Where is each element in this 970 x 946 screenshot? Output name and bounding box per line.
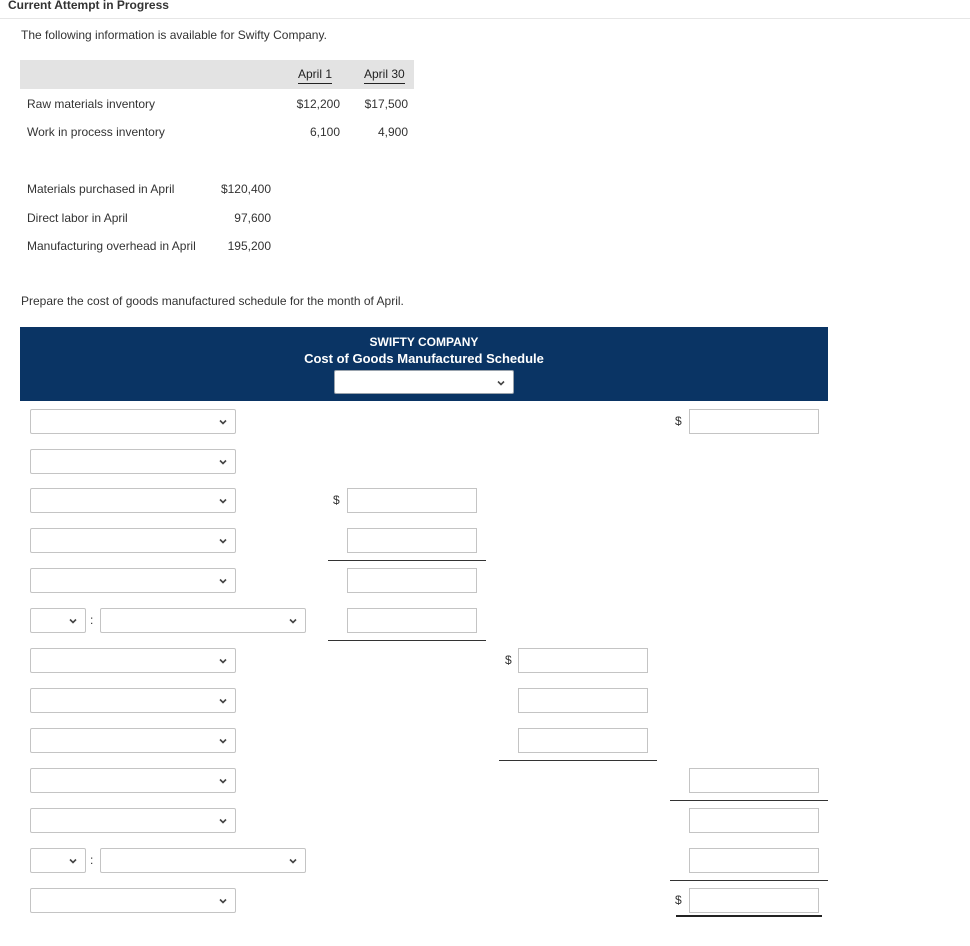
chevron-down-icon bbox=[217, 495, 229, 507]
row-select-10[interactable] bbox=[30, 768, 236, 793]
row-select-9[interactable] bbox=[30, 728, 236, 753]
total-double-rule bbox=[676, 915, 822, 917]
cost-value-overhead: 195,200 bbox=[227, 239, 271, 253]
chevron-down-icon bbox=[217, 735, 229, 747]
period-select[interactable] bbox=[334, 370, 514, 394]
subtotal-rule bbox=[670, 880, 828, 881]
raw-materials-april30: $17,500 bbox=[364, 97, 408, 111]
subtotal-rule bbox=[499, 760, 657, 761]
row-select-6-qualifier[interactable] bbox=[30, 608, 86, 633]
raw-materials-april1: $12,200 bbox=[296, 97, 340, 111]
row-select-13[interactable] bbox=[30, 888, 236, 913]
amount-input-6[interactable] bbox=[518, 688, 648, 713]
colon-separator: : bbox=[90, 613, 94, 627]
row-select-7[interactable] bbox=[30, 648, 236, 673]
cost-label-overhead: Manufacturing overhead in April bbox=[27, 239, 196, 253]
chevron-down-icon bbox=[67, 615, 79, 627]
column-header-april30: April 30 bbox=[364, 67, 405, 84]
attempt-title: Current Attempt in Progress bbox=[8, 0, 169, 12]
chevron-down-icon bbox=[217, 895, 229, 907]
row-select-12[interactable] bbox=[100, 848, 306, 873]
chevron-down-icon bbox=[217, 416, 229, 428]
cost-label-materials: Materials purchased in April bbox=[27, 182, 175, 196]
chevron-down-icon bbox=[67, 855, 79, 867]
row-select-8[interactable] bbox=[30, 688, 236, 713]
row-select-3[interactable] bbox=[30, 488, 236, 513]
dollar-sign: $ bbox=[675, 893, 682, 907]
dollar-sign: $ bbox=[333, 493, 340, 507]
chevron-down-icon bbox=[495, 377, 507, 389]
schedule-title: Cost of Goods Manufactured Schedule bbox=[304, 351, 544, 366]
inventory-table-header bbox=[20, 60, 414, 89]
cost-value-materials: $120,400 bbox=[220, 182, 271, 196]
cost-label-direct-labor: Direct labor in April bbox=[27, 211, 128, 225]
amount-input-2[interactable] bbox=[347, 528, 477, 553]
chevron-down-icon bbox=[287, 855, 299, 867]
amount-input-11[interactable] bbox=[689, 848, 819, 873]
dollar-sign: $ bbox=[675, 414, 682, 428]
amount-input-4[interactable] bbox=[347, 608, 477, 633]
chevron-down-icon bbox=[217, 535, 229, 547]
company-name: SWIFTY COMPANY bbox=[369, 335, 479, 349]
amount-input-3[interactable] bbox=[347, 568, 477, 593]
row-select-2[interactable] bbox=[30, 449, 236, 474]
intro-text: The following information is available for Swifty Company. bbox=[21, 28, 327, 42]
cost-value-direct-labor: 97,600 bbox=[234, 211, 271, 225]
prompt-text: Prepare the cost of goods manufactured schedule for the month of April. bbox=[21, 294, 404, 308]
amount-input-1[interactable] bbox=[347, 488, 477, 513]
chevron-down-icon bbox=[217, 575, 229, 587]
chevron-down-icon bbox=[217, 655, 229, 667]
chevron-down-icon bbox=[287, 615, 299, 627]
amount-input-5[interactable] bbox=[518, 648, 648, 673]
amount-input-total[interactable] bbox=[689, 888, 819, 913]
row-label-work-in-process: Work in process inventory bbox=[27, 125, 165, 139]
row-select-12-qualifier[interactable] bbox=[30, 848, 86, 873]
subtotal-rule bbox=[670, 800, 828, 801]
work-in-process-april30: 4,900 bbox=[377, 125, 408, 139]
amount-input-9[interactable] bbox=[689, 768, 819, 793]
column-header-april1: April 1 bbox=[298, 67, 332, 84]
colon-separator: : bbox=[90, 853, 94, 867]
chevron-down-icon bbox=[217, 815, 229, 827]
subtotal-rule bbox=[328, 560, 486, 561]
work-in-process-april1: 6,100 bbox=[309, 125, 340, 139]
amount-input-7[interactable] bbox=[518, 728, 648, 753]
dollar-sign: $ bbox=[505, 653, 512, 667]
amount-input-10[interactable] bbox=[689, 808, 819, 833]
row-select-11[interactable] bbox=[30, 808, 236, 833]
row-select-5[interactable] bbox=[30, 568, 236, 593]
chevron-down-icon bbox=[217, 775, 229, 787]
row-select-6[interactable] bbox=[100, 608, 306, 633]
amount-input-8[interactable] bbox=[689, 409, 819, 434]
chevron-down-icon bbox=[217, 695, 229, 707]
subtotal-rule bbox=[328, 640, 486, 641]
row-select-1[interactable] bbox=[30, 409, 236, 434]
chevron-down-icon bbox=[217, 456, 229, 468]
row-select-4[interactable] bbox=[30, 528, 236, 553]
row-label-raw-materials: Raw materials inventory bbox=[27, 97, 156, 111]
divider bbox=[0, 18, 970, 19]
